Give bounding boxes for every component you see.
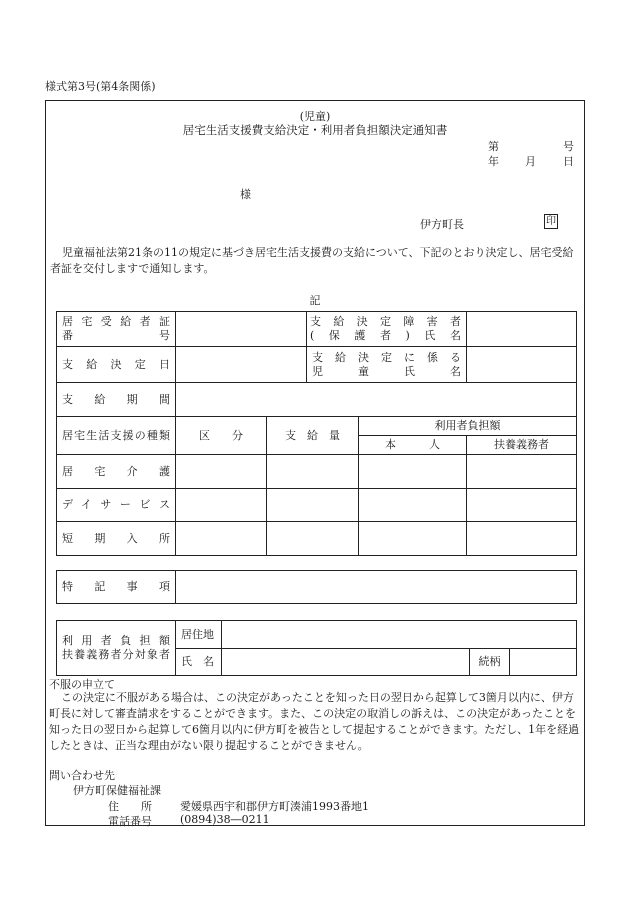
- decision-table: [56, 311, 577, 556]
- row-short-stay-label: 短期入所: [57, 522, 176, 556]
- contact-phone: (0894)38―0211: [180, 813, 270, 826]
- guardian-name-label: 支給決定障害者 (保護者)氏名: [307, 312, 467, 347]
- service-type-header: 居宅生活支援の種類: [57, 417, 176, 455]
- cell[interactable]: [267, 455, 359, 489]
- seal-mark: [544, 214, 558, 229]
- document-subtitle: (児童): [299, 110, 331, 123]
- relation-field[interactable]: [510, 649, 577, 676]
- appeal-heading: 不服の申立て: [49, 678, 115, 691]
- dependent-name-field[interactable]: [222, 649, 470, 676]
- dependent-table: [56, 620, 577, 676]
- contact-dept: 伊方町保健福祉課: [73, 784, 161, 797]
- cell[interactable]: [267, 522, 359, 556]
- cert-number-field[interactable]: [176, 312, 307, 347]
- cert-number-label: 居宅受給者証 番号: [57, 312, 176, 347]
- date-month: 月: [525, 155, 536, 168]
- seal-icon: 印: [546, 216, 556, 227]
- amount-header: 支 給 量: [267, 417, 359, 455]
- child-name-label: 支給決定に係る 児童氏名: [307, 347, 467, 383]
- period-field[interactable]: [176, 383, 577, 417]
- dependent-header: 扶養義務者: [467, 436, 577, 455]
- issuer-name: 伊方町長: [420, 218, 464, 231]
- body-text: 児童福祉法第21条の11の規定に基づき居宅生活支援費の支給について、下記のとおり決定し、居宅受給者証を交付しますで通知します。: [50, 246, 574, 275]
- special-notes-field[interactable]: [176, 571, 577, 604]
- table-row: [57, 489, 577, 522]
- cell[interactable]: [467, 455, 577, 489]
- cell[interactable]: [267, 489, 359, 522]
- contact-phone-label: 電話番号: [108, 815, 152, 828]
- row-day-service-label: デイサービス: [57, 489, 176, 522]
- contact-heading: 問い合わせ先: [49, 769, 115, 782]
- date-year: 年: [488, 155, 499, 168]
- special-notes-label: 特記事項: [57, 571, 176, 604]
- form-label: 様式第3号(第4条関係): [45, 80, 156, 93]
- decision-date-label: 支給決定日: [57, 347, 176, 383]
- child-name-field[interactable]: [467, 347, 577, 383]
- decision-date-field[interactable]: [176, 347, 307, 383]
- cell[interactable]: [359, 489, 467, 522]
- dependent-target-label: 利用者負担額 扶養義務者分対象者: [57, 621, 176, 676]
- cell[interactable]: [359, 522, 467, 556]
- self-header: 本 人: [359, 436, 467, 455]
- dependent-name-label: 氏 名: [176, 649, 222, 676]
- ki-label: 記: [309, 294, 321, 307]
- period-label: 支給期間: [57, 383, 176, 417]
- relation-label: 続柄: [470, 649, 510, 676]
- table-row: [57, 522, 577, 556]
- cell[interactable]: [176, 489, 267, 522]
- number-suffix: 号: [563, 140, 574, 153]
- special-notes-table: [56, 570, 577, 604]
- contact-address: 愛媛県西宇和郡伊方町湊浦1993番地1: [180, 800, 369, 813]
- number-prefix: 第: [488, 140, 499, 153]
- cell[interactable]: [359, 455, 467, 489]
- date-day: 日: [563, 155, 574, 168]
- cell[interactable]: [467, 489, 577, 522]
- cell[interactable]: [176, 455, 267, 489]
- residence-field[interactable]: [222, 621, 577, 649]
- appeal-text: この決定に不服がある場合は、この決定があったことを知った日の翌日から起算して3箇月以内に、伊方町長に対して審査請求をすることができます。また、この決定の取消しの訴えは、この決定があったことを知った日の翌日から起算して6箇月以内に伊方町を被告として提起することができます。ただし、1年を経過したときは、正当な理由がない限り提起することができません。: [49, 691, 580, 752]
- cell[interactable]: [176, 522, 267, 556]
- guardian-name-field[interactable]: [467, 312, 577, 347]
- table-row: [57, 455, 577, 489]
- category-header: 区 分: [176, 417, 267, 455]
- row-home-care-label: 居宅介護: [57, 455, 176, 489]
- document-title: 居宅生活支援費支給決定・利用者負担額決定通知書: [182, 123, 448, 137]
- burden-header: 利用者負担額: [359, 417, 577, 436]
- cell[interactable]: [467, 522, 577, 556]
- contact-address-label: 住 所: [108, 800, 152, 813]
- residence-label: 居住地: [176, 621, 222, 649]
- addressee-suffix: 様: [240, 188, 251, 201]
